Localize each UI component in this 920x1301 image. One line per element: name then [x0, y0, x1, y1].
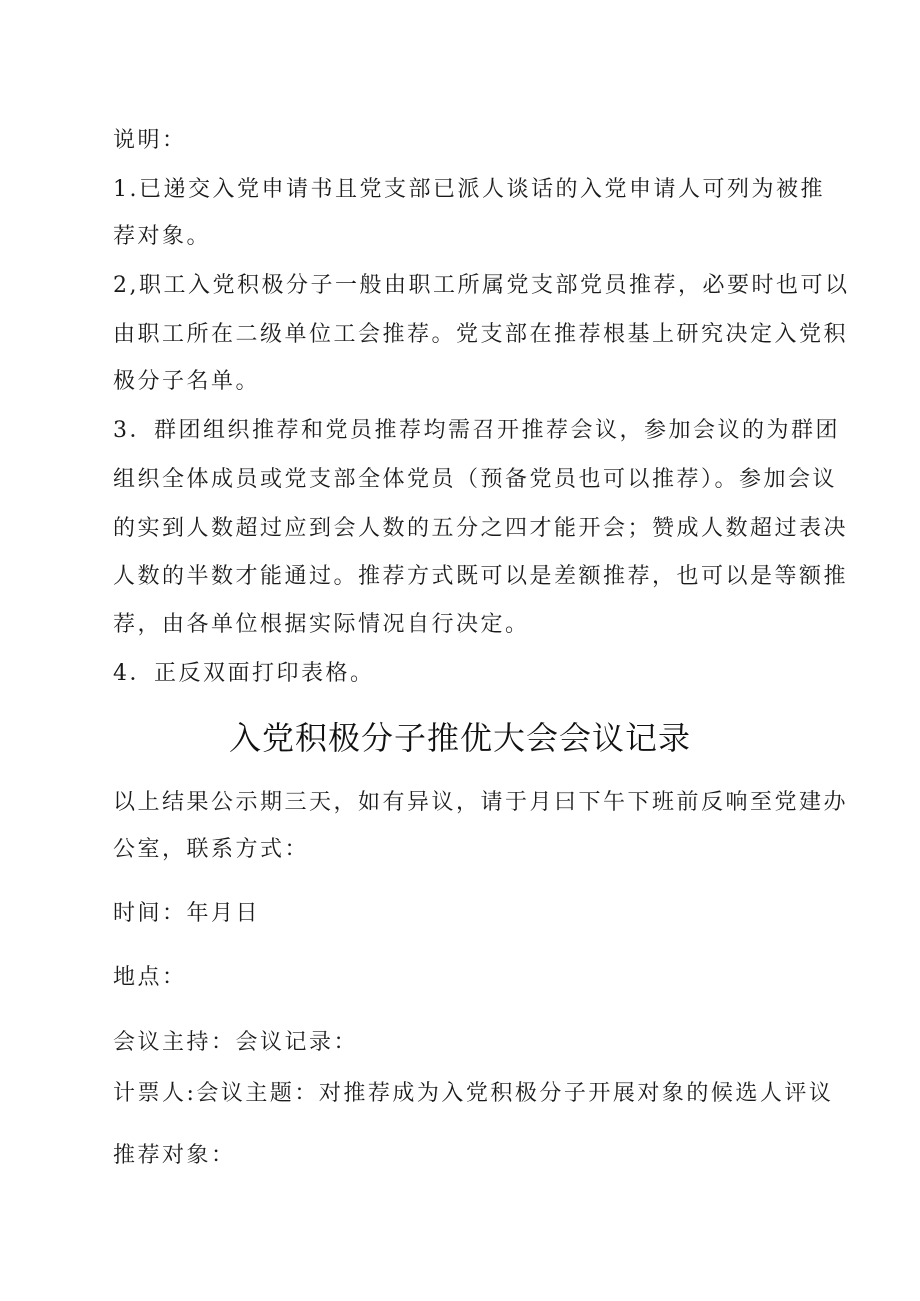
note-item-3-line-1: 3．群团组织推荐和党员推荐均需召开推荐会议，参加会议的为群团: [113, 418, 840, 443]
meeting-host-recorder: 会议主持：会议记录：: [113, 1030, 359, 1055]
note-item-2-line-3: 极分子名单。: [113, 369, 261, 394]
meeting-place: 地点：: [113, 965, 187, 990]
note-item-2-line-2: 由职工所在二级单位工会推荐。党支部在推荐根基上研究决定入党积: [113, 322, 849, 347]
note-item-4-line-1: 4．正反双面打印表格。: [113, 661, 375, 686]
publicity-line-1: 以上结果公示期三天，如有异议，请于月曰下午下班前反响至党建办: [113, 790, 849, 815]
meeting-teller-topic: 计票人:会议主题：对推荐成为入党积极分子开展对象的候选人评议: [113, 1081, 834, 1106]
note-item-1-line-1: 1.已递交入党申请书且党支部已派人谈话的入党申请人可列为被推: [113, 177, 825, 202]
note-item-1-line-2: 荐对象。: [113, 224, 212, 249]
meeting-time: 时间：年月日: [113, 901, 261, 926]
note-item-3-line-4: 人数的半数才能通过。推荐方式既可以是差额推荐，也可以是等额推: [113, 564, 849, 589]
note-item-3-line-3: 的实到人数超过应到会人数的五分之四才能开会；赞成人数超过表决: [113, 516, 849, 541]
note-item-3-line-5: 荐，由各单位根据实际情况自行决定。: [113, 612, 530, 637]
meeting-nominees: 推荐对象：: [113, 1143, 236, 1168]
notes-heading: 说明：: [113, 128, 187, 153]
record-title: 入党积极分子推优大会会议记录: [228, 719, 691, 757]
note-item-3-line-2: 组织全体成员或党支部全体党员（预备党员也可以推荐）。参加会议: [113, 467, 838, 492]
note-item-2-line-1: 2,职工入党积极分子一般由职工所属党支部党员推荐，必要时也可以: [113, 273, 850, 298]
publicity-line-2: 公室，联系方式：: [113, 837, 310, 862]
